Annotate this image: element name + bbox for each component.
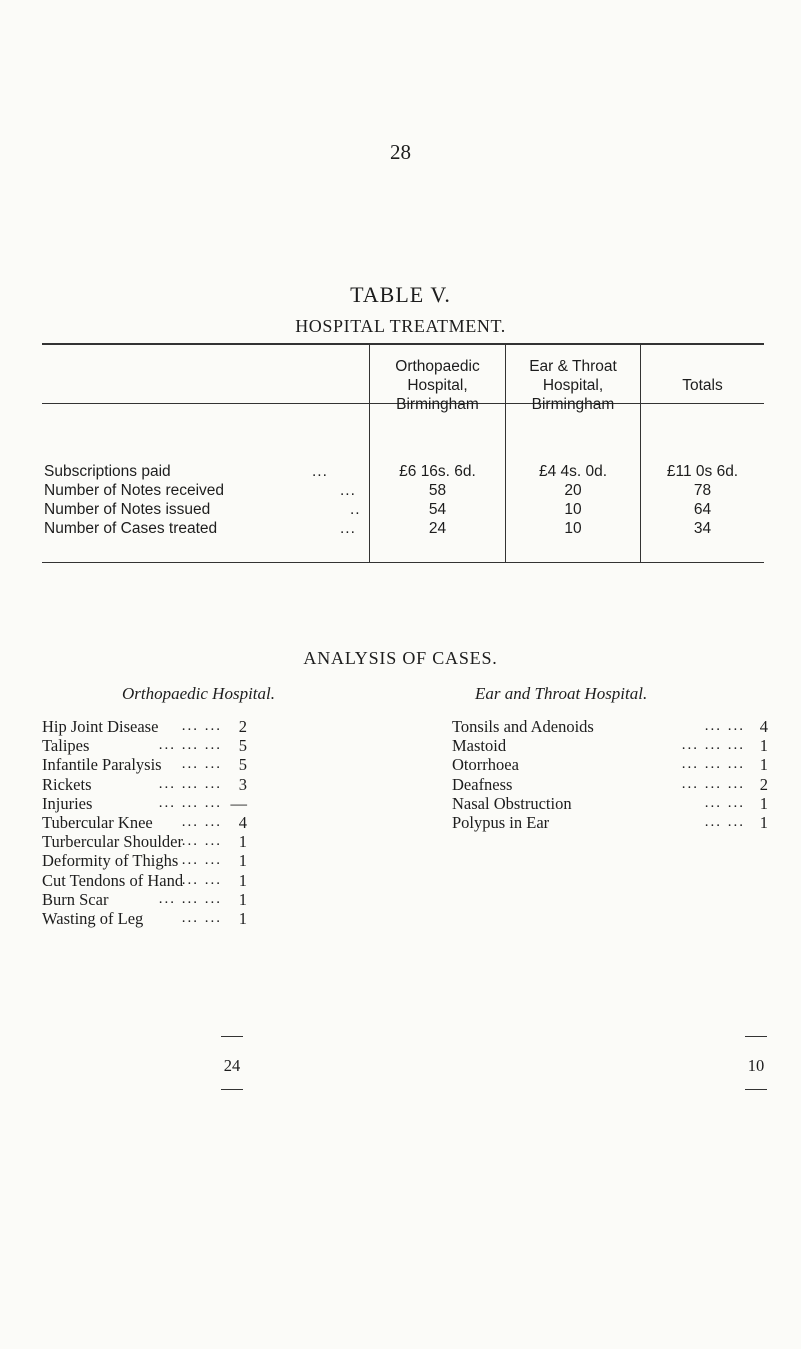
case-count: 2	[238, 717, 247, 736]
case-label: Infantile Paralysis	[42, 755, 162, 775]
orthopaedic-total: 24	[223, 1056, 241, 1075]
case-count: 1	[759, 793, 768, 813]
row-label: Number of Notes issued	[44, 501, 211, 518]
case-label: Tonsils and Adenoids	[452, 717, 594, 736]
case-count: 5	[238, 755, 247, 775]
case-count: 4	[238, 813, 247, 832]
row-label: Number of Cases treated	[44, 520, 218, 537]
cell-total: 64	[693, 501, 712, 518]
row-label: Subscriptions paid	[44, 463, 171, 480]
case-count: 1	[238, 851, 247, 871]
section-heading: Orthopaedic Hospital.	[122, 684, 275, 703]
leader-dots: ...	[340, 520, 356, 537]
leader-dots: ... ...	[181, 871, 222, 888]
case-count: 4	[759, 717, 768, 736]
case-count: 1	[238, 832, 247, 852]
row-label: Number of Notes received	[44, 482, 225, 499]
case-count: 3	[238, 774, 247, 794]
total-rule-bottom	[745, 1089, 767, 1090]
leader-dots: ... ...	[181, 910, 222, 926]
case-count: —	[230, 793, 247, 813]
case-label: Cut Tendons of Hand	[42, 870, 184, 890]
case-count: 1	[759, 813, 768, 832]
section-heading: Ear and Throat Hospital.	[475, 684, 648, 703]
case-label: Nasal Obstruction	[452, 793, 572, 813]
leader-dots: ...	[312, 463, 328, 480]
table-subtitle: HOSPITAL TREATMENT.	[295, 316, 506, 336]
case-count: 1	[238, 889, 247, 909]
case-label: Talipes	[42, 736, 90, 756]
leader-dots: ...	[340, 482, 356, 499]
case-label: Mastoid	[452, 736, 507, 756]
leader-dots: ... ...	[704, 814, 745, 830]
leader-dots: ... ... ...	[158, 737, 222, 754]
total-rule-bottom	[221, 1089, 243, 1090]
cell-orthopaedic: 54	[428, 501, 447, 518]
case-count: 1	[759, 755, 768, 775]
leader-dots: ... ...	[704, 718, 745, 734]
case-label: Rickets	[42, 774, 92, 794]
leader-dots: ... ... ...	[681, 737, 745, 754]
case-label: Wasting of Leg	[42, 909, 144, 928]
table-title: TABLE V.	[350, 282, 451, 307]
cell-orthopaedic: 58	[428, 482, 447, 499]
case-count: 5	[238, 736, 247, 756]
case-label: Otorrhoea	[452, 755, 519, 775]
leader-dots: ... ... ...	[158, 775, 222, 792]
leader-dots: ... ... ...	[681, 775, 745, 792]
column-header-orthopaedic: Orthopaedic Hospital, Birmingham	[395, 358, 480, 413]
case-count: 1	[238, 909, 247, 928]
cell-orthopaedic: £6 16s. 6d.	[399, 463, 476, 480]
leader-dots: ... ...	[181, 718, 222, 734]
total-rule-top	[221, 1036, 243, 1037]
analysis-title: ANALYSIS OF CASES.	[303, 648, 498, 668]
cell-ear-throat: 10	[564, 501, 582, 518]
leader-dots: ..	[350, 501, 361, 518]
case-count: 1	[238, 870, 247, 890]
leader-dots: ... ... ...	[681, 756, 745, 773]
cell-ear-throat: 10	[564, 520, 582, 537]
column-header-ear-throat: Ear & Throat Hospital, Birmingham	[529, 358, 617, 413]
leader-dots: ... ...	[181, 833, 222, 850]
leader-dots: ... ...	[181, 852, 222, 869]
cell-total: £11 0s 6d.	[666, 463, 739, 480]
total-rule-top	[745, 1036, 767, 1037]
leader-dots: ... ...	[704, 794, 745, 811]
cell-ear-throat: £4 4s. 0d.	[538, 463, 608, 480]
table-top-rule	[42, 343, 764, 345]
case-count: 2	[759, 774, 768, 794]
table-bottom-rule	[42, 562, 764, 563]
leader-dots: ... ...	[181, 756, 222, 773]
case-label: Injuries	[42, 793, 93, 813]
leader-dots: ... ...	[181, 814, 222, 830]
cell-orthopaedic: 24	[428, 520, 447, 537]
cell-total: 34	[693, 520, 712, 537]
case-label: Polypus in Ear	[452, 813, 550, 832]
case-count: 1	[759, 736, 768, 756]
case-label: Burn Scar	[42, 889, 109, 909]
case-label: Hip Joint Disease	[42, 717, 159, 736]
page-number: 28	[390, 140, 411, 164]
leader-dots: ... ... ...	[158, 890, 222, 907]
cell-total: 78	[693, 482, 712, 499]
leader-dots: ... ... ...	[158, 794, 222, 811]
cell-ear-throat: 20	[564, 482, 582, 499]
column-header-totals: Totals	[682, 377, 723, 394]
case-label: Deformity of Thighs	[42, 851, 179, 871]
case-label: Deafness	[452, 774, 513, 794]
case-label: Tubercular Knee	[42, 813, 153, 832]
case-label: Turbercular Shoulder	[42, 832, 183, 852]
ear-throat-total: 10	[747, 1056, 765, 1075]
